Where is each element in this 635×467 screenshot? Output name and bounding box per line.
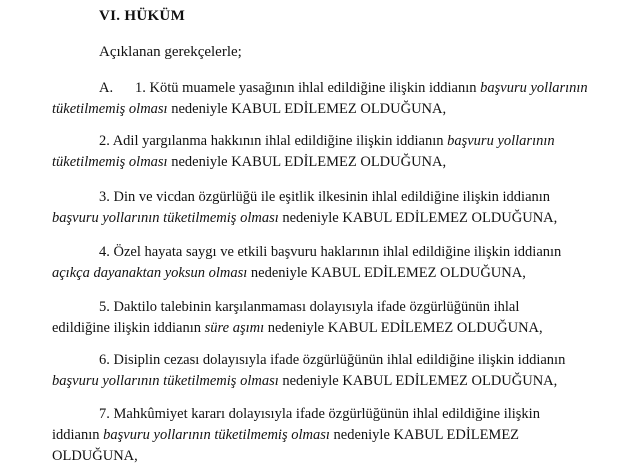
verdict-item-3: 3. Din ve vicdan özgürlüğü ile eşitlik ilkesinin ihlal edildiğine ilişkin iddianın başvuru yollarının tüketilmemiş olması nedeniyle KABUL EDİLEMEZ OLDUĞUNA,: [52, 189, 558, 226]
verdict-item-5: 5. Daktilo talebinin karşılanmaması dolayısıyla ifade özgürlüğünün ihlal edildiğine ilişkin iddianın süre aşımı nedeniyle KABUL EDİLEMEZ OLDUĞUNA,: [52, 299, 543, 336]
verdict-item-6: 6. Disiplin cezası dolayısıyla ifade özgürlüğünün ihlal edildiğine ilişkin iddianın başvuru yollarının tüketilmemiş olması nedeniyle KABUL EDİLEMEZ OLDUĞUNA,: [52, 352, 566, 389]
section-heading: VI. HÜKÜM: [99, 8, 186, 24]
section-label: A.: [99, 80, 114, 96]
verdict-item-7: 7. Mahkûmiyet kararı dolayısıyla ifade özgürlüğünün ihlal edildiğine ilişkin iddianın başvuru yollarının tüketilmemiş olması nedeniyle KABUL EDİLEMEZ OLDUĞUNA,: [52, 406, 540, 464]
intro-text: Açıklanan gerekçelerle;: [99, 44, 242, 60]
verdict-item-1: A. 1. Kötü muamele yasağının ihlal edildiğine ilişkin iddianın başvuru yollarının tüketilmemiş olması nedeniyle KABUL EDİLEMEZ OLDUĞUNA,: [52, 80, 588, 117]
verdict-item-4: 4. Özel hayata saygı ve etkili başvuru haklarının ihlal edildiğine ilişkin iddianın açıkça dayanaktan yoksun olması nedeniyle KABUL EDİLEMEZ OLDUĞUNA,: [52, 244, 562, 281]
verdict-item-2: 2. Adil yargılanma hakkının ihlal edildiğine ilişkin iddianın başvuru yollarının tüketilmemiş olması nedeniyle KABUL EDİLEMEZ OLDUĞUNA,: [52, 133, 555, 170]
